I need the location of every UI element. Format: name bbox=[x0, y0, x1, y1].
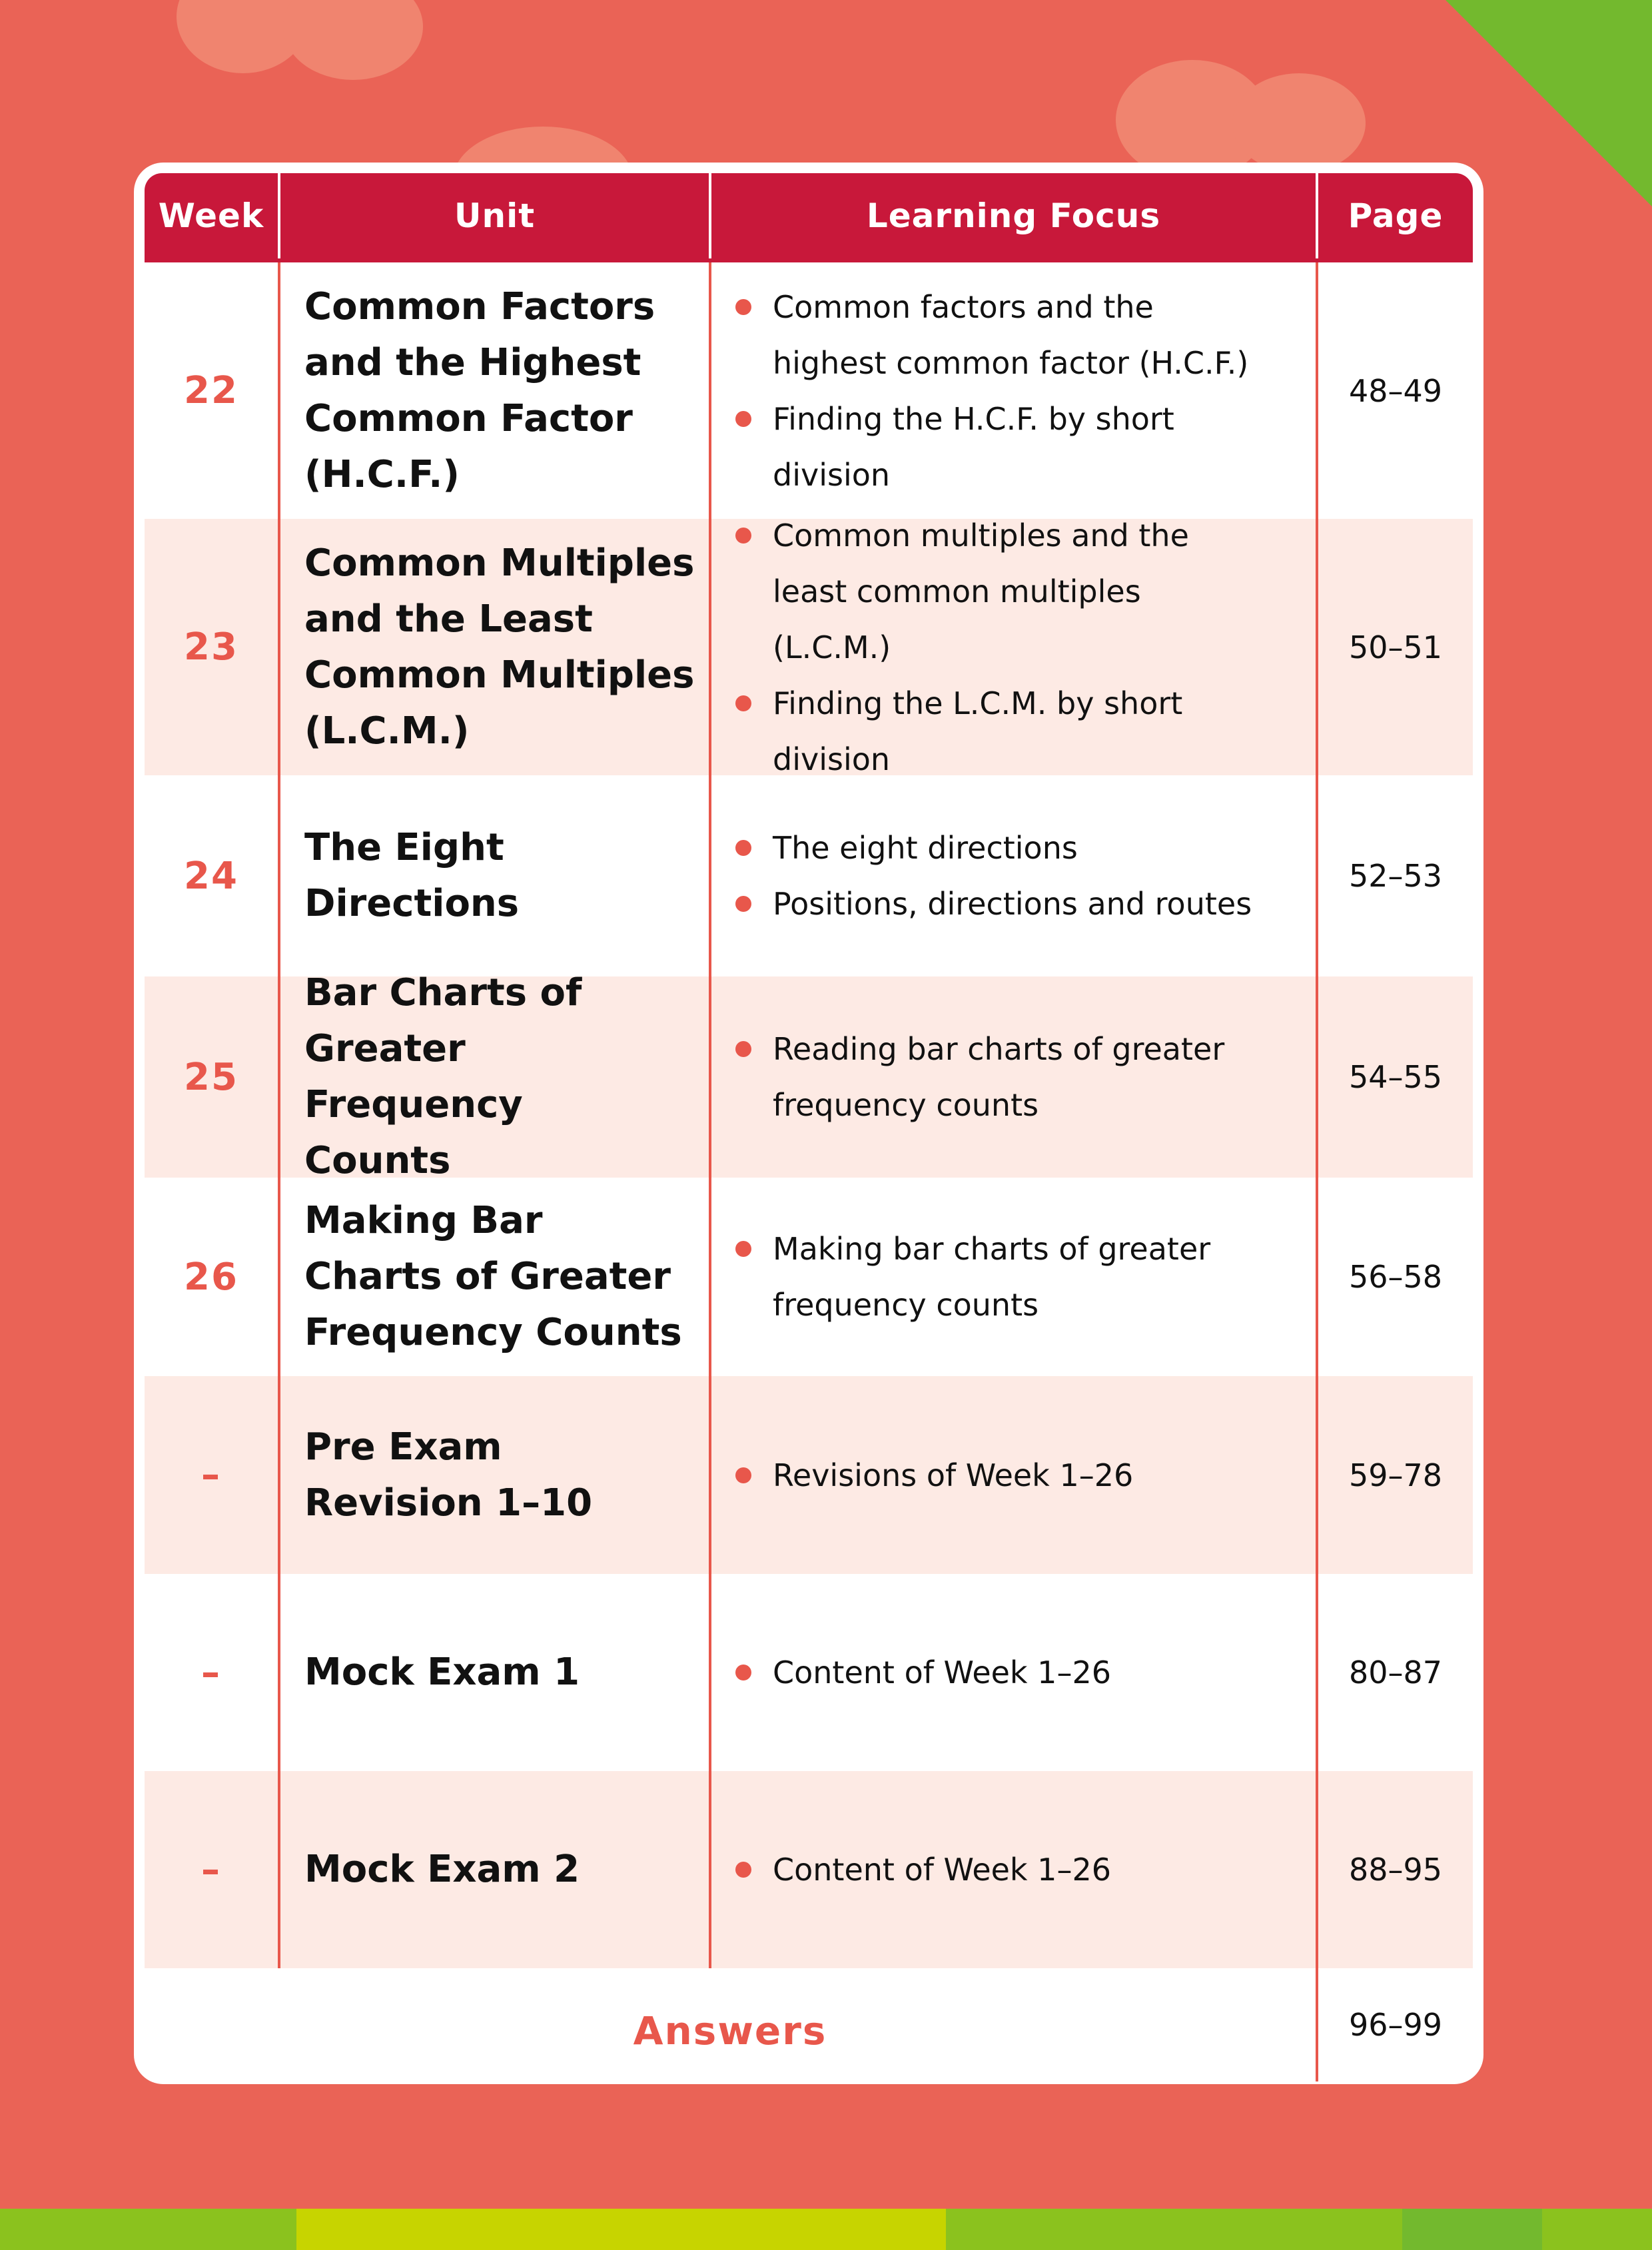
bullet-dot-icon bbox=[735, 411, 751, 427]
bullet-dot-icon bbox=[735, 896, 751, 912]
focus-text: Common factors and the highest common factor (H.C.F.) bbox=[773, 288, 1249, 381]
table-row bbox=[145, 775, 1473, 976]
week-number: 25 bbox=[184, 1055, 238, 1099]
unit-title bbox=[278, 775, 709, 976]
page-range: 88–95 bbox=[1316, 1771, 1473, 1968]
unit-title-line: Mock Exam 2 bbox=[304, 1848, 580, 1891]
unit-title-line: Common Factors bbox=[304, 284, 655, 328]
week-number: 23 bbox=[184, 625, 238, 669]
table-row bbox=[145, 262, 1473, 519]
contents-card bbox=[134, 163, 1483, 2084]
background-blob bbox=[283, 0, 423, 80]
focus-item bbox=[735, 1645, 1111, 1700]
unit-title-line: (H.C.F.) bbox=[304, 452, 460, 496]
week-number: 22 bbox=[184, 369, 238, 412]
week-number: 26 bbox=[184, 1255, 238, 1299]
focus-item bbox=[735, 876, 1252, 932]
learning-focus bbox=[709, 775, 1316, 976]
unit-title-line: Making Bar bbox=[304, 1199, 543, 1242]
bullet-dot-icon bbox=[735, 1467, 751, 1483]
unit-title bbox=[278, 1376, 709, 1574]
unit-title-line: Bar Charts of bbox=[304, 971, 582, 1014]
answers-row bbox=[145, 1968, 1473, 2093]
table-row bbox=[145, 1574, 1473, 1771]
learning-focus bbox=[709, 1376, 1316, 1574]
header-page: Page bbox=[1316, 173, 1473, 258]
bullet-dot-icon bbox=[735, 840, 751, 856]
bullet-dot-icon bbox=[735, 1862, 751, 1878]
table-row bbox=[145, 971, 1473, 1182]
answers-page-range: 96–99 bbox=[1316, 1968, 1473, 2081]
focus-text: Revisions of Week 1–26 bbox=[773, 1457, 1134, 1493]
unit-title bbox=[278, 1178, 709, 1376]
week-number: – bbox=[201, 1848, 221, 1892]
header-week: Week bbox=[158, 196, 264, 235]
learning-focus bbox=[709, 976, 1316, 1178]
bullet-dot-icon bbox=[735, 1241, 751, 1257]
bullet-dot-icon bbox=[735, 299, 751, 315]
page-range: 48–49 bbox=[1316, 262, 1473, 519]
learning-focus bbox=[709, 1771, 1316, 1968]
unit-title-line: Common Multiples bbox=[304, 653, 695, 697]
unit-title bbox=[278, 519, 709, 775]
page-range: 56–58 bbox=[1316, 1178, 1473, 1376]
header-unit: Unit bbox=[278, 173, 709, 258]
unit-title-line: Revision 1–10 bbox=[304, 1481, 593, 1525]
table-row bbox=[145, 519, 1473, 775]
page-range: 50–51 bbox=[1316, 519, 1473, 775]
unit-title-line: Greater Frequency bbox=[304, 1027, 523, 1126]
focus-text: Positions, directions and routes bbox=[773, 886, 1252, 922]
unit-title bbox=[278, 1574, 709, 1771]
focus-text: Content of Week 1–26 bbox=[773, 1852, 1111, 1888]
bullet-dot-icon bbox=[735, 1041, 751, 1057]
table-row bbox=[145, 1178, 1473, 1376]
week-number: – bbox=[201, 1453, 221, 1497]
focus-item bbox=[735, 1842, 1111, 1898]
bullet-dot-icon bbox=[735, 528, 751, 544]
bullet-dot-icon bbox=[735, 695, 751, 711]
focus-item bbox=[735, 279, 1266, 391]
page-range: 54–55 bbox=[1316, 976, 1473, 1178]
unit-title-line: The Eight Directions bbox=[304, 826, 520, 925]
focus-text: Content of Week 1–26 bbox=[773, 1655, 1111, 1690]
unit-title-line: Counts bbox=[304, 1139, 451, 1182]
focus-item bbox=[735, 508, 1266, 675]
focus-item bbox=[735, 675, 1296, 787]
focus-text: Common multiples and the least common multiples (L.C.M.) bbox=[773, 517, 1189, 665]
table-row bbox=[145, 1771, 1473, 1968]
unit-title-line: (L.C.M.) bbox=[304, 709, 470, 753]
unit-title-line: and the Least bbox=[304, 597, 593, 641]
focus-item bbox=[735, 1221, 1226, 1333]
focus-item bbox=[735, 1447, 1133, 1503]
unit-title-line: Frequency Counts bbox=[304, 1311, 682, 1354]
unit-title bbox=[278, 262, 709, 519]
week-number: 24 bbox=[184, 854, 238, 898]
bottom-color-band bbox=[0, 2209, 1652, 2250]
learning-focus bbox=[709, 1574, 1316, 1771]
learning-focus bbox=[709, 1178, 1316, 1376]
learning-focus bbox=[709, 519, 1316, 775]
background-blob bbox=[1232, 73, 1366, 173]
focus-text: Finding the H.C.F. by short division bbox=[773, 400, 1174, 493]
table-row bbox=[145, 1376, 1473, 1574]
focus-item bbox=[735, 391, 1296, 503]
unit-title bbox=[278, 1771, 709, 1968]
answers-label: Answers bbox=[633, 2008, 827, 2054]
bullet-dot-icon bbox=[735, 1665, 751, 1681]
contents-table bbox=[145, 173, 1473, 2093]
header-learning-focus: Learning Focus bbox=[709, 173, 1316, 258]
unit-title-line: Common Factor bbox=[304, 396, 633, 440]
focus-text: Finding the L.C.M. by short division bbox=[773, 685, 1183, 777]
focus-text: Making bar charts of greater frequency counts bbox=[773, 1231, 1211, 1323]
week-number: – bbox=[201, 1651, 221, 1694]
unit-title-line: Mock Exam 1 bbox=[304, 1651, 580, 1694]
table-header bbox=[145, 173, 1473, 262]
unit-title bbox=[278, 971, 709, 1182]
focus-item bbox=[735, 1021, 1239, 1133]
unit-title-line: Charts of Greater bbox=[304, 1255, 671, 1298]
page-range: 59–78 bbox=[1316, 1376, 1473, 1574]
focus-text: Reading bar charts of greater frequency counts bbox=[773, 1031, 1225, 1123]
page-range: 80–87 bbox=[1316, 1574, 1473, 1771]
unit-title-line: Pre Exam bbox=[304, 1425, 502, 1469]
learning-focus bbox=[709, 262, 1316, 519]
focus-item bbox=[735, 820, 1252, 876]
focus-text: The eight directions bbox=[773, 830, 1078, 866]
unit-title-line: Common Multiples bbox=[304, 541, 695, 585]
unit-title-line: and the Highest bbox=[304, 340, 641, 384]
page-range: 52–53 bbox=[1316, 775, 1473, 976]
